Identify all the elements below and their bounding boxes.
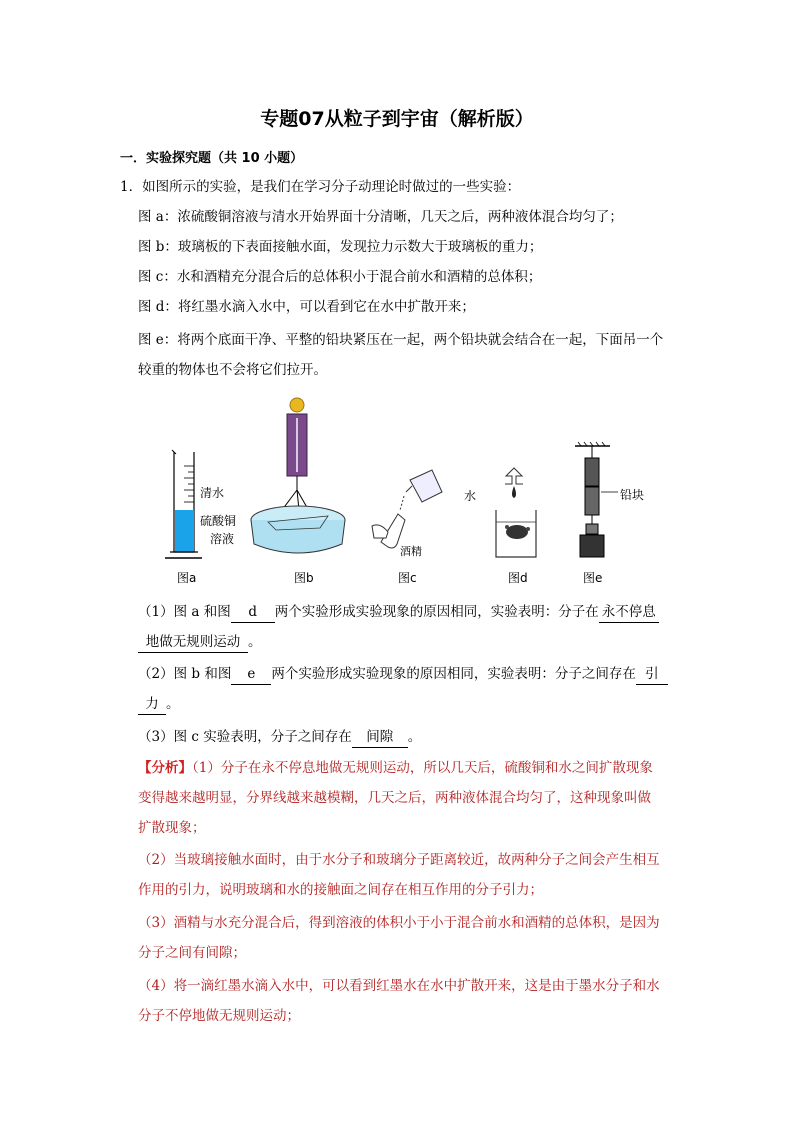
label-water: 清水 (200, 486, 225, 500)
answer-2-blank-2-cont: 力 (138, 694, 166, 715)
answer-1-cont (138, 632, 262, 653)
question-intro: 1．如图所示的实验，是我们在学习分子动理论时做过的一些实验： (120, 179, 521, 195)
question-item-a: 图 a：浓硫酸铜溶液与清水开始界面十分清晰，几天之后，两种液体混合均匀了； (138, 209, 623, 225)
analysis-line-8: （4）将一滴红墨水滴入水中，可以看到红墨水在水中扩散开来，这是由于墨水分子和水 (138, 978, 660, 994)
figure-c-mixing (372, 470, 442, 548)
answer-2-blank-1: e (231, 664, 271, 685)
figure-a-cylinder (165, 450, 202, 558)
question-item-d: 图 d：将红墨水滴入水中，可以看到它在水中扩散开来； (138, 299, 475, 315)
answer-3-blank: 间隙 (352, 727, 408, 748)
experiment-figure (150, 392, 670, 592)
analysis-text-1: （1）分子在永不停息地做无规则运动，所以几天后，硫酸铜和水之间扩散现象 (192, 760, 653, 776)
question-item-c: 图 c：水和酒精充分混合后的总体积小于混合前水和酒精的总体积； (138, 269, 542, 285)
section-heading: 一．实验探究题（共 10 小题） (120, 151, 304, 166)
analysis-line-5: 作用的引力，说明玻璃和水的接触面之间存在相互作用的分子引力； (138, 882, 543, 898)
figure-d-beaker (496, 468, 536, 557)
question-item-b: 图 b：玻璃板的下表面接触水面，发现拉力示数大于玻璃板的重力； (138, 239, 543, 255)
analysis-line-2: 变得越来越明显，分界线越来越模糊，几天之后，两种液体混合均匀了，这种现象叫做 (138, 790, 651, 806)
answer-2-end: 。 (166, 696, 180, 712)
answer-2 (138, 664, 668, 685)
caption-e: 图e (583, 571, 603, 585)
analysis-line-9: 分子不停地做无规则运动； (138, 1008, 300, 1024)
answer-2-text: 两个实验形成实验现象的原因相同，实验表明：分子之间存在 (271, 666, 636, 682)
answer-1-blank-1: d (231, 602, 275, 623)
caption-d: 图d (508, 571, 528, 585)
label-solution: 溶液 (210, 532, 235, 546)
label-water-c: 水 (464, 489, 477, 503)
caption-c: 图c (398, 571, 417, 585)
caption-a: 图a (177, 571, 197, 585)
caption-b: 图b (294, 571, 314, 585)
answer-3 (138, 727, 421, 748)
label-alcohol: 酒精 (400, 545, 422, 558)
label-lead: 铅块 (620, 488, 645, 502)
answer-1-end: 。 (248, 634, 262, 650)
answer-1-blank-2-cont: 地做无规则运动 (138, 632, 248, 653)
page-title: 专题07从粒子到宇宙（解析版） (260, 108, 534, 130)
answer-3-prefix: （3）图 c 实验表明，分子之间存在 (138, 729, 352, 745)
answer-2-cont (138, 694, 180, 715)
analysis-tag: 【分析】 (138, 760, 192, 776)
answer-2-prefix: （2）图 b 和图 (138, 666, 232, 682)
question-item-e: 图 e：将两个底面干净、平整的铅块紧压在一起，两个铅块就会结合在一起，下面吊一个 (138, 332, 664, 348)
answer-1 (138, 602, 659, 623)
question-item-e-cont: 较重的物体也不会将它们拉开。 (138, 362, 327, 378)
analysis-line-4: （2）当玻璃接触水面时，由于水分子和玻璃分子距离较近，故两种分子之间会产生相互 (138, 852, 660, 868)
figure-e-lead-blocks (575, 442, 618, 557)
analysis-line-6: （3）酒精与水充分混合后，得到溶液的体积小于小于混合前水和酒精的总体积，是因为 (138, 915, 660, 931)
analysis-line-3: 扩散现象； (138, 820, 206, 836)
answer-1-prefix: （1）图 a 和图 (138, 604, 231, 620)
analysis-line-7: 分子之间有间隙； (138, 945, 246, 961)
figure-b-spring-scale (251, 398, 345, 553)
answer-1-blank-2: 永不停息 (599, 602, 659, 623)
answer-1-text: 两个实验形成实验现象的原因相同，实验表明：分子在 (274, 604, 599, 620)
analysis-line-1 (138, 758, 653, 778)
answer-2-blank-2: 引 (636, 664, 668, 685)
answer-3-end: 。 (407, 729, 422, 745)
label-cuso4: 硫酸铜 (200, 514, 237, 528)
